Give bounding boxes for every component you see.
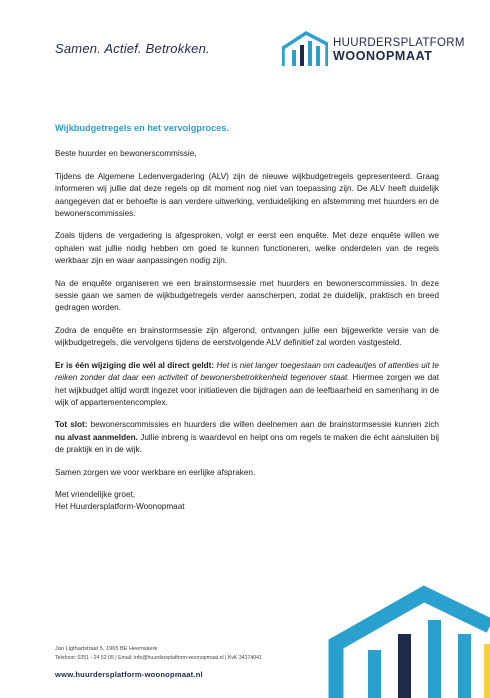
p6-bold: nu alvast aanmelden. <box>55 432 138 442</box>
paragraph-1: Tijdens de Algemene Ledenvergadering (ALV) zijn de nieuwe wijkbudgetregels gepresenteerd. Graag informeren wij jullie dat deze regels op dit moment nog niet van toepassing zijn. De ALV heeft duidelijk aangegeven dat er behoefte is aan verdere uitwerking, verduidelijking en afstemming met huurders en de bewonerscommissies. <box>55 171 439 219</box>
tagline: Samen. Actief. Betrokken. <box>55 41 210 56</box>
paragraph-3: Na de enquête organiseren we een brainstormsessie met huurders en bewonerscommissies. In deze sessie gaan we samen de wijkbudgetregels verder aanscherpen, zodat ze duidelijk, praktisch en breed gedragen worden. <box>55 278 439 313</box>
house-graphic-icon <box>328 558 490 698</box>
p5-italic: Het is niet langer toegestaan om cadeautjes of attenties uit te reiken zonder dat daar een activiteit of bewonersbetrokkenheid tegenover staat. <box>55 360 439 383</box>
logo-wordmark <box>333 37 465 63</box>
paragraph-5 <box>55 360 439 410</box>
footer-contact: Telefoon: 0251 - 24 52 05 | Email: info@huurdersplatform-woonopmaat.nl | KvK 34174041 <box>55 655 262 661</box>
footer-address: Jan Ligthartstraat 5, 1965 BE Heemskerk <box>55 646 158 652</box>
closing: Met vriendelijke groet, <box>55 489 136 499</box>
footer <box>55 645 315 679</box>
paragraph-4: Zodra de enquête en brainstormsessie zijn afgerond, ontvangen jullie een bijgewerkte versie van de wijkbudgetregels, die vervolgens tijdens de eerstvolgende ALV definitief zal worden vastgesteld. <box>55 325 439 348</box>
logo-line-2: WOONOPMAAT <box>333 49 433 63</box>
p6-text-b: Jullie inbreng is waardevol en helpt ons om regels te maken die écht aansluiten bij de praktijk en in de wijk. <box>55 432 440 455</box>
letter-title: Wijkbudgetregels en het vervolgproces. <box>55 123 230 133</box>
p5-rest: Hiermee zorgen we dat het wijkbudget altijd wordt ingezet voor initiatieven die bijdragen aan de leefbaarheid en samenhang in de wijk of appartementencomplex. <box>55 373 439 407</box>
logo-line-1: HUURDERSPLATFORM <box>333 37 465 49</box>
paragraph-6 <box>55 419 439 456</box>
p5-bold: Er is één wijziging die wél al direct geldt: <box>55 360 215 370</box>
letter-body <box>55 122 439 514</box>
p6-text-a: bewonerscommissies en huurders die willen deelnemen aan de brainstormsessie kunnen zich <box>90 420 439 430</box>
footer-website-link[interactable]: www.huurdersplatform-woonopmaat.nl <box>55 670 203 679</box>
signature: Het Huurdersplatform-Woonopmaat <box>55 502 185 512</box>
paragraph-2: Zoals tijdens de vergadering is afgesproken, volgt er eerst een enquête. Met deze enquête willen we ophalen wat jullie nodig hebben om goed te kunnen functioneren, welke onderdelen van de regels werkbaar zijn en waar aanpassingen nodig zijn. <box>55 231 439 266</box>
p6-label: Tot slot: <box>55 420 88 430</box>
signoff <box>55 489 439 514</box>
salutation: Beste huurder en bewonerscommissie, <box>55 149 197 159</box>
paragraph-7: Samen zorgen we voor werkbare en eerlijke afspraken. <box>55 467 256 477</box>
house-logo-icon <box>282 29 328 67</box>
